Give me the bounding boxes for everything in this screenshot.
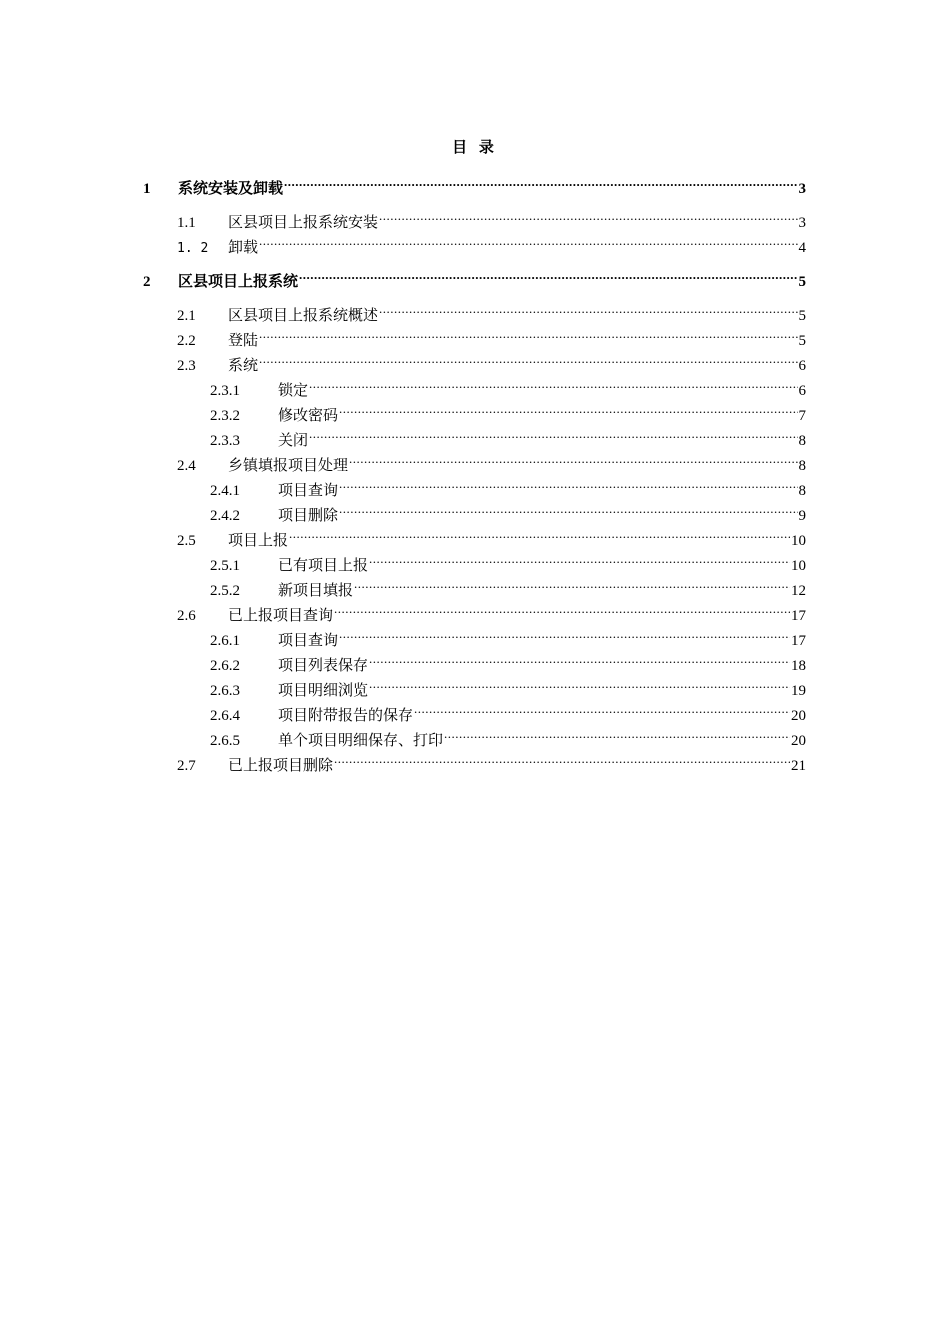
- toc-entry-page: 10: [791, 558, 806, 574]
- toc-entry[interactable]: [143, 745, 806, 774]
- toc-dot-leader: [334, 745, 790, 770]
- toc-dot-leader: [309, 420, 797, 445]
- toc-entry[interactable]: [143, 495, 806, 524]
- toc-dot-leader: [339, 495, 797, 520]
- toc-entry-number: 2.3.2: [210, 408, 240, 424]
- toc-entry-label: 项目查询: [278, 633, 339, 649]
- toc-entry[interactable]: [143, 420, 806, 449]
- toc-entry-number: 2.3.3: [210, 433, 240, 449]
- toc-dot-leader: [289, 520, 790, 545]
- toc-dot-leader: [379, 295, 797, 320]
- toc-entry[interactable]: [143, 295, 806, 324]
- toc-dot-leader: [309, 370, 797, 395]
- toc-entry-label: 新项目填报: [278, 583, 354, 599]
- toc-entry[interactable]: [143, 570, 806, 599]
- toc-entry[interactable]: [143, 227, 806, 256]
- toc-dot-leader: [284, 168, 797, 193]
- toc-entry[interactable]: [143, 320, 806, 349]
- toc-entry-number: 2.2: [177, 333, 196, 349]
- toc-entry[interactable]: [143, 345, 806, 374]
- toc-dot-leader: [259, 227, 797, 252]
- toc-dot-leader: [259, 320, 797, 345]
- toc-entry-number: 2.6: [177, 608, 196, 624]
- toc-dot-leader: [339, 620, 790, 645]
- toc-entry-label: 项目明细浏览: [278, 683, 369, 699]
- toc-entry-number: 1. 2: [177, 241, 209, 256]
- toc-entry-label: 已上报项目查询: [228, 608, 334, 624]
- toc-entry-page: 6: [798, 358, 806, 374]
- toc-entry[interactable]: [143, 520, 806, 549]
- toc-dot-leader: [339, 470, 797, 495]
- toc-entry[interactable]: [143, 202, 806, 231]
- toc-entry-number: 2.6.3: [210, 683, 240, 699]
- toc-entry-label: 已有项目上报: [278, 558, 369, 574]
- toc-entry-number: 2.5: [177, 533, 196, 549]
- toc-title: 目 录: [452, 140, 498, 156]
- toc-entry-label: 登陆: [228, 333, 259, 349]
- toc-entry[interactable]: [143, 720, 806, 749]
- toc-entry-number: 2.6.1: [210, 633, 240, 649]
- toc-entry-number: 2.4: [177, 458, 196, 474]
- toc-entry-page: 9: [798, 508, 806, 524]
- toc-entry[interactable]: [143, 261, 806, 290]
- toc-entry-page: 3: [798, 215, 806, 231]
- toc-entry-label: 项目查询: [278, 483, 339, 499]
- toc-entry-number: 2.5.2: [210, 583, 240, 599]
- toc-entry-page: 12: [791, 583, 806, 599]
- toc-dot-leader: [369, 545, 790, 570]
- toc-entry-page: 5: [798, 274, 806, 290]
- toc-entry[interactable]: [143, 168, 806, 197]
- toc-entry-label: 卸载: [228, 240, 259, 256]
- toc-entry-label: 系统安装及卸载: [178, 181, 284, 197]
- toc-dot-leader: [369, 645, 790, 670]
- toc-dot-leader: [369, 670, 790, 695]
- toc-entry-label: 区县项目上报系统安装: [228, 215, 379, 231]
- toc-entry-number: 2: [143, 274, 151, 290]
- toc-entry-number: 1.1: [177, 215, 196, 231]
- toc-entry[interactable]: [143, 695, 806, 724]
- toc-entry-page: 5: [798, 308, 806, 324]
- toc-dot-leader: [299, 261, 797, 286]
- toc-entry-number: 2.1: [177, 308, 196, 324]
- toc-entry[interactable]: [143, 595, 806, 624]
- toc-entry-page: 6: [798, 383, 806, 399]
- toc-entry-page: 21: [791, 758, 806, 774]
- toc-entry-number: 2.6.4: [210, 708, 240, 724]
- toc-entry-page: 8: [798, 433, 806, 449]
- toc-dot-leader: [339, 395, 797, 420]
- toc-entry-label: 乡镇填报项目处理: [228, 458, 349, 474]
- toc-entry-label: 修改密码: [278, 408, 339, 424]
- toc-entry-page: 20: [791, 733, 806, 749]
- toc-entry-label: 项目删除: [278, 508, 339, 524]
- toc-entry-label: 区县项目上报系统: [178, 274, 299, 290]
- toc-entry-number: 2.6.5: [210, 733, 240, 749]
- toc-entry-label: 项目上报: [228, 533, 289, 549]
- toc-entry-label: 锁定: [278, 383, 309, 399]
- toc-entry-number: 1: [143, 181, 151, 197]
- toc-entry-page: 5: [798, 333, 806, 349]
- toc-entry-page: 3: [798, 181, 806, 197]
- toc-entry[interactable]: [143, 670, 806, 699]
- toc-entry[interactable]: [143, 445, 806, 474]
- toc-entry-number: 2.3: [177, 358, 196, 374]
- toc-entry-number: 2.6.2: [210, 658, 240, 674]
- toc-entry[interactable]: [143, 645, 806, 674]
- toc-entry-page: 17: [791, 633, 806, 649]
- toc-entry-number: 2.7: [177, 758, 196, 774]
- toc-entry-number: 2.4.2: [210, 508, 240, 524]
- toc-entry[interactable]: [143, 395, 806, 424]
- toc-entry-page: 7: [798, 408, 806, 424]
- toc-dot-leader: [414, 695, 790, 720]
- toc-entry-page: 8: [798, 483, 806, 499]
- toc-entry[interactable]: [143, 370, 806, 399]
- toc-dot-leader: [379, 202, 797, 227]
- toc-entry[interactable]: [143, 470, 806, 499]
- toc-entry-number: 2.4.1: [210, 483, 240, 499]
- toc-entry-label: 关闭: [278, 433, 309, 449]
- toc-dot-leader: [354, 570, 790, 595]
- toc-entry-page: 19: [791, 683, 806, 699]
- toc-dot-leader: [334, 595, 790, 620]
- toc-entry-label: 区县项目上报系统概述: [228, 308, 379, 324]
- toc-entry-page: 18: [791, 658, 806, 674]
- toc-entry-label: 已上报项目删除: [228, 758, 334, 774]
- toc-dot-leader: [349, 445, 797, 470]
- toc-dot-leader: [444, 720, 790, 745]
- toc-entry-page: 8: [798, 458, 806, 474]
- toc-dot-leader: [259, 345, 797, 370]
- toc-entry-page: 17: [791, 608, 806, 624]
- toc-entry[interactable]: [143, 620, 806, 649]
- toc-entry[interactable]: [143, 545, 806, 574]
- toc-entry-label: 单个项目明细保存、打印: [278, 733, 444, 749]
- toc-entry-page: 20: [791, 708, 806, 724]
- toc-entry-page: 10: [791, 533, 806, 549]
- toc-entry-label: 系统: [228, 358, 259, 374]
- toc-entry-label: 项目列表保存: [278, 658, 369, 674]
- toc-entry-page: 4: [798, 240, 806, 256]
- toc-entry-number: 2.5.1: [210, 558, 240, 574]
- table-of-contents: [143, 168, 806, 774]
- toc-entry-number: 2.3.1: [210, 383, 240, 399]
- toc-entry-label: 项目附带报告的保存: [278, 708, 414, 724]
